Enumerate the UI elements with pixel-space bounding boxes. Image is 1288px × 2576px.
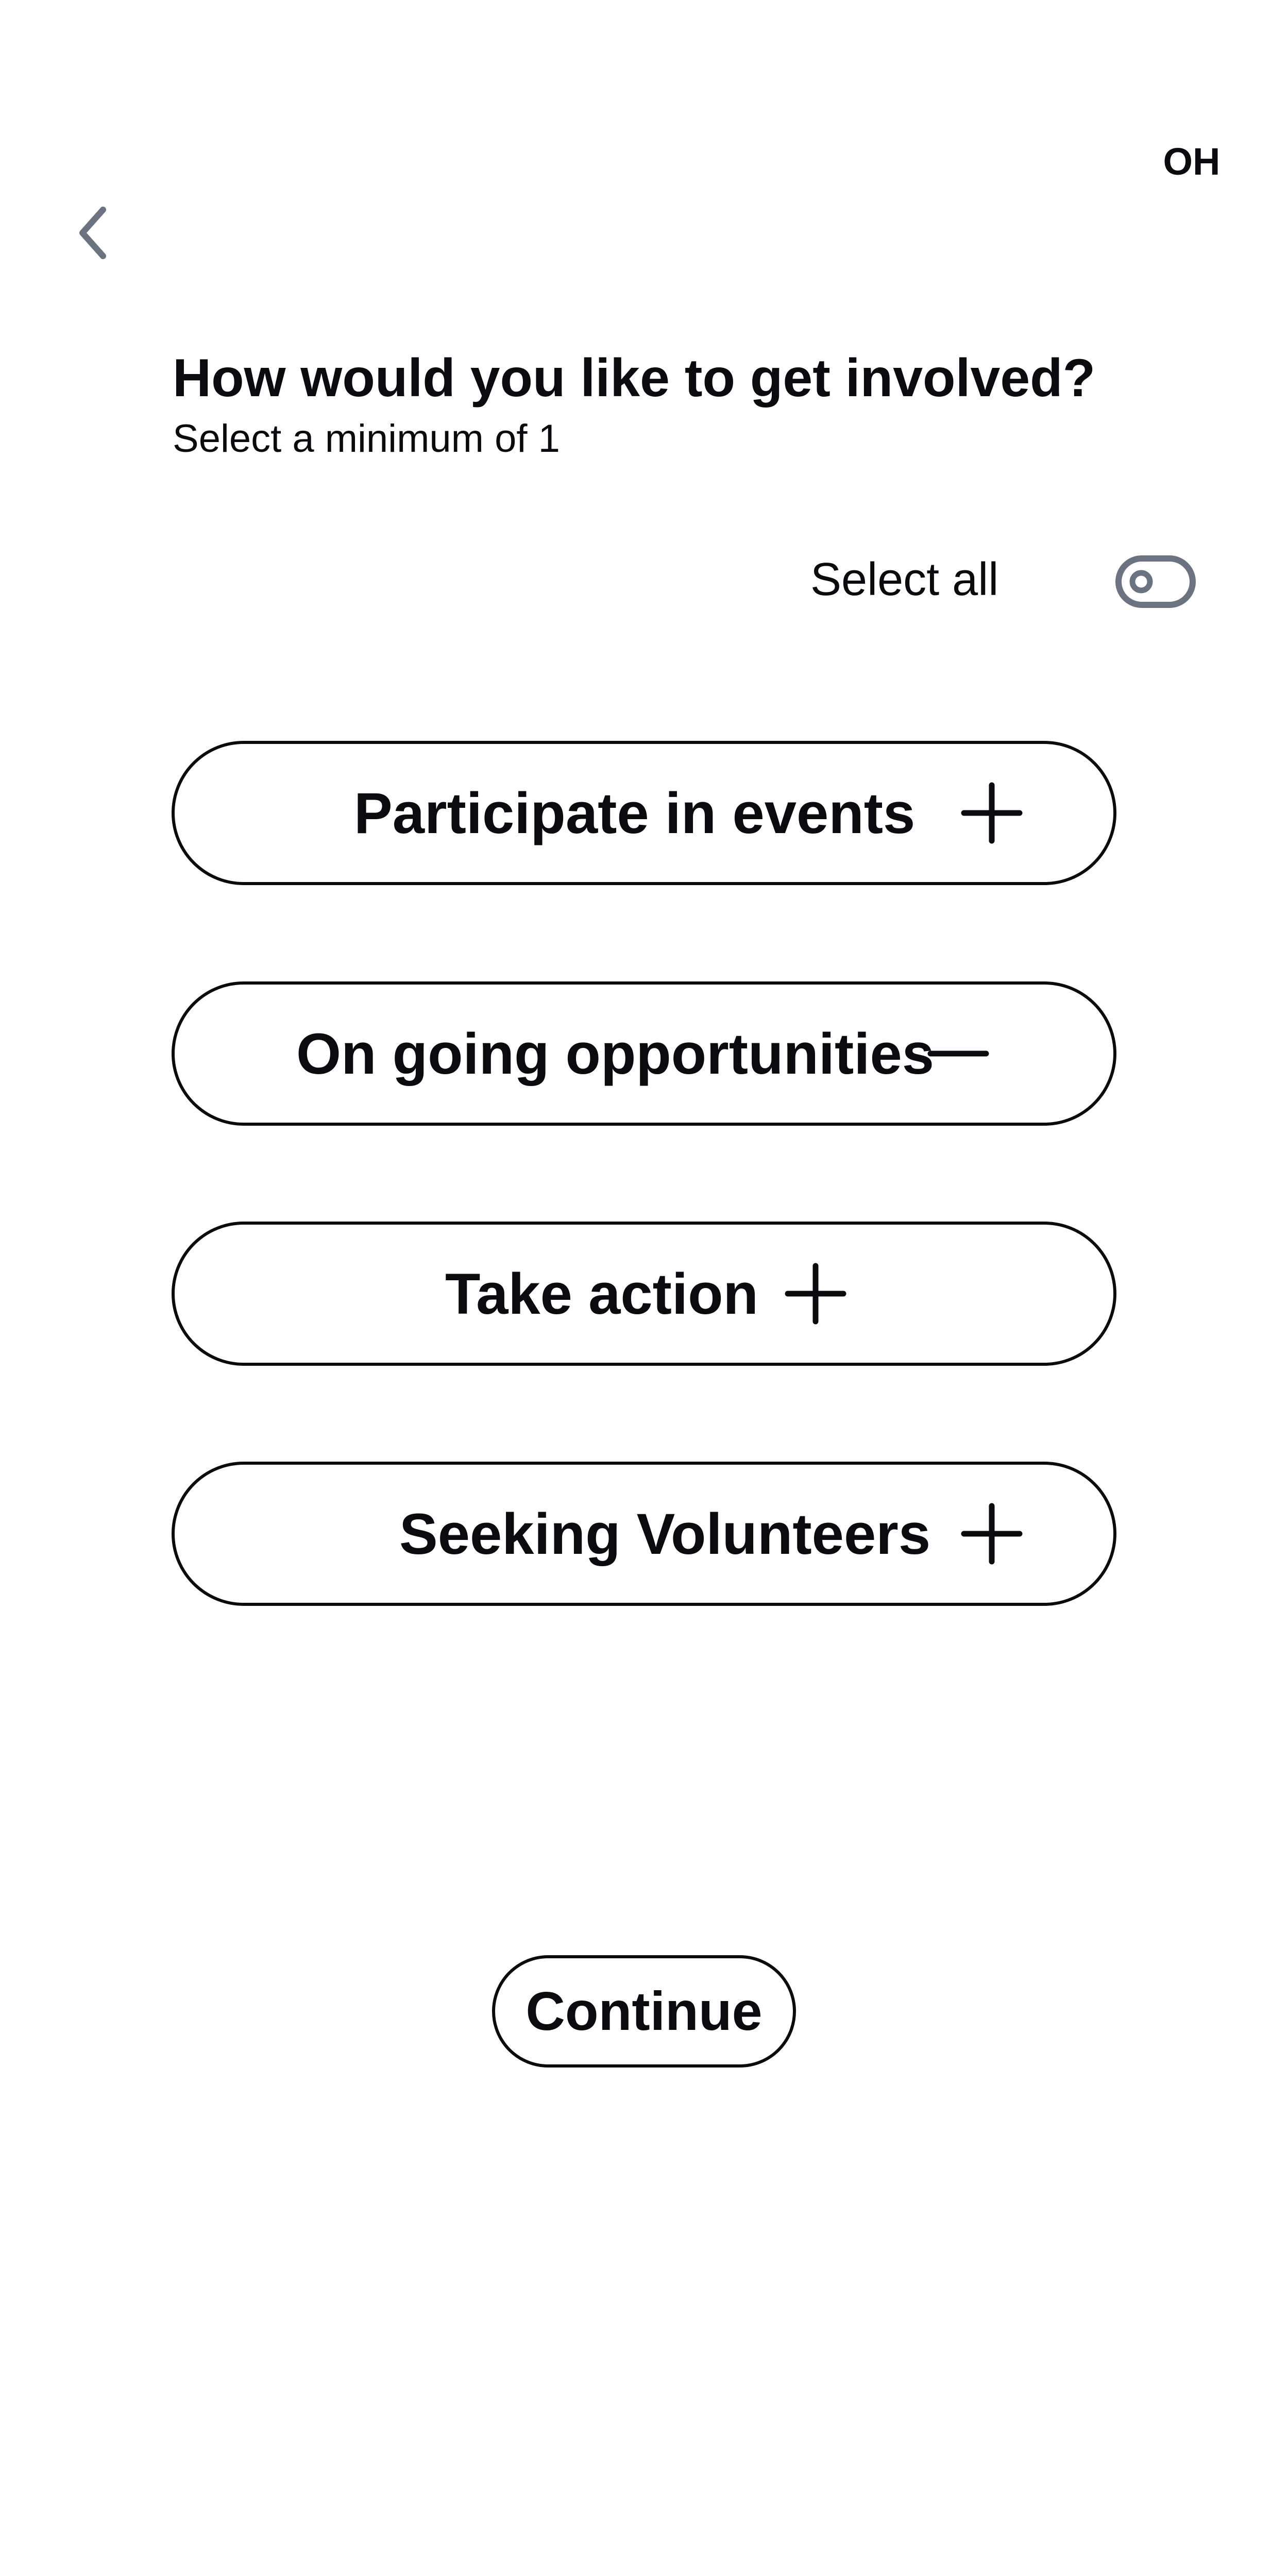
- page-title: How would you like to get involved?: [173, 348, 1096, 408]
- option-label: Seeking Volunteers: [399, 1501, 931, 1566]
- toggle-off-icon: [1114, 553, 1197, 610]
- select-all-label: Select all: [810, 553, 999, 605]
- option-label: On going opportunities: [296, 1021, 935, 1086]
- plus-icon: [960, 781, 1024, 845]
- option-participate-in-events[interactable]: [172, 741, 1116, 885]
- plus-icon: [960, 1502, 1024, 1566]
- option-on-going-opportunities[interactable]: [172, 981, 1116, 1126]
- plus-icon: [784, 1262, 848, 1326]
- option-label: Take action: [445, 1261, 758, 1326]
- option-label: Participate in events: [354, 781, 916, 845]
- back-button[interactable]: [64, 197, 121, 269]
- chevron-left-icon: [64, 197, 121, 269]
- continue-button[interactable]: Continue: [492, 1955, 796, 2067]
- user-avatar[interactable]: OH: [1163, 140, 1221, 183]
- option-take-action[interactable]: [172, 1222, 1116, 1366]
- select-all-toggle[interactable]: [1114, 553, 1197, 610]
- minus-icon: [926, 1022, 990, 1086]
- page-subtitle: Select a minimum of 1: [173, 417, 560, 461]
- option-seeking-volunteers[interactable]: [172, 1462, 1116, 1606]
